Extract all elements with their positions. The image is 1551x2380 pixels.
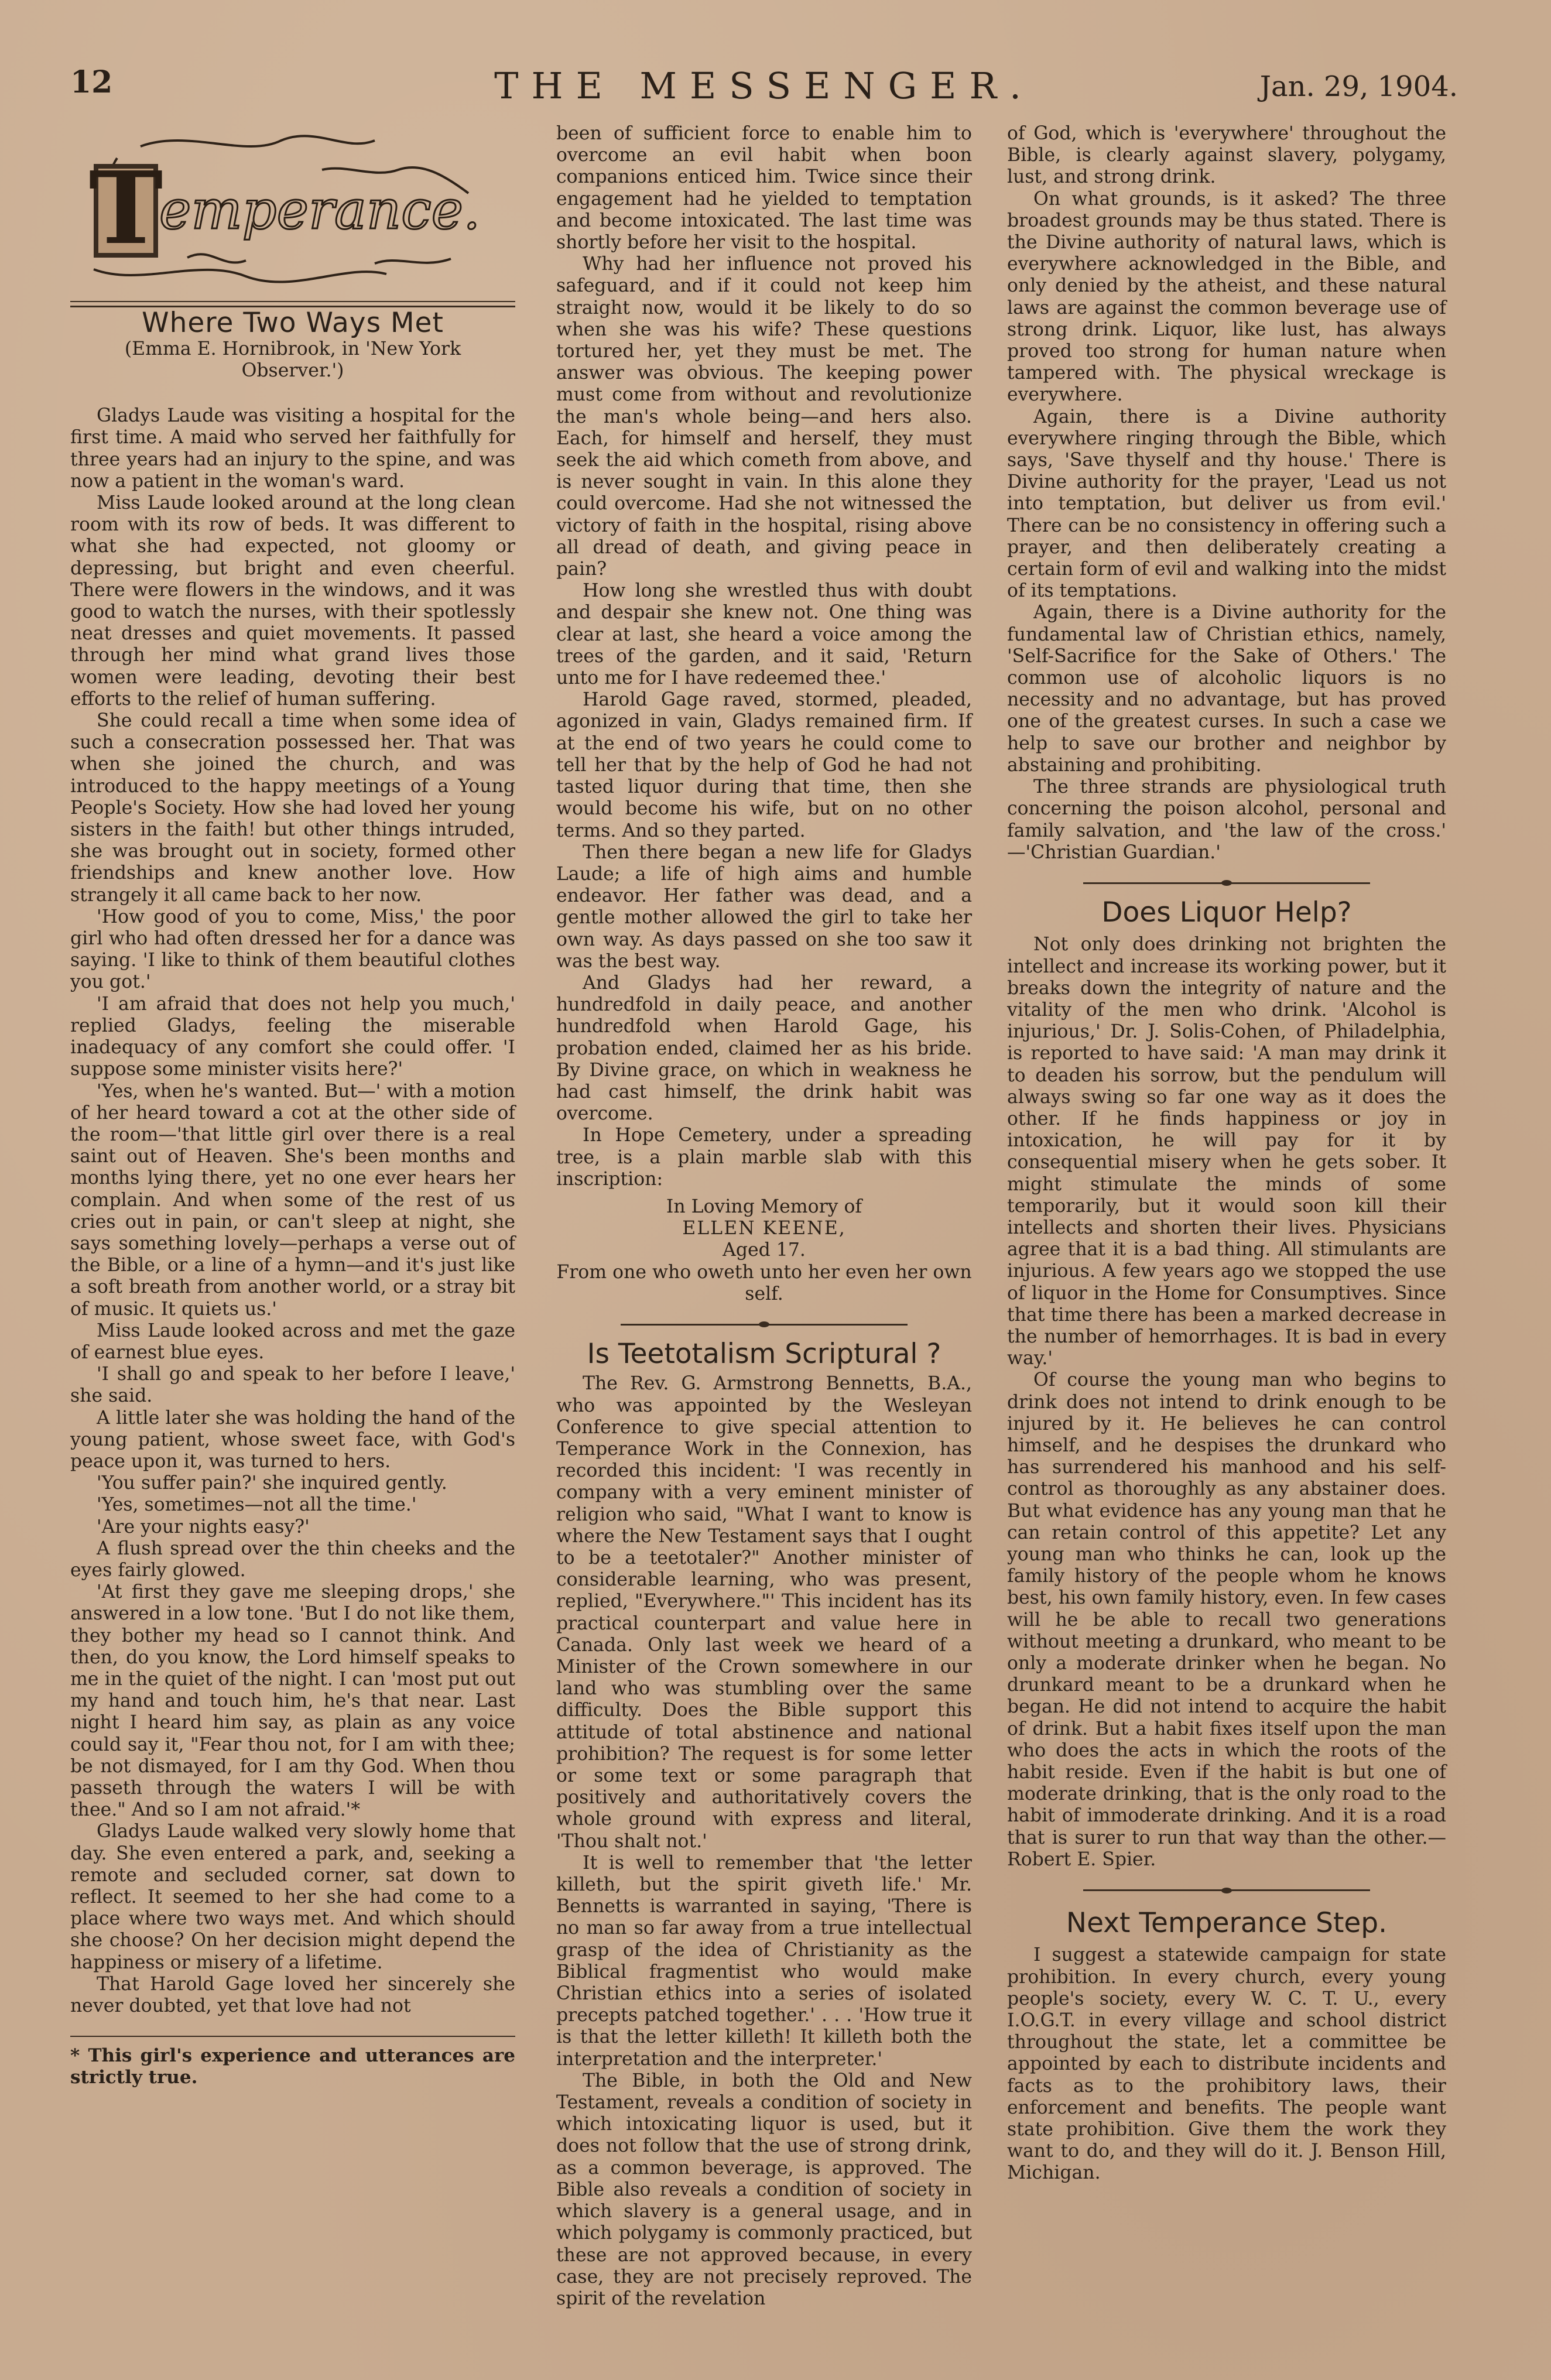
- section-divider: [1007, 1879, 1446, 1900]
- paragraph: On what grounds, is it asked? The three broadest grounds may be thus stated. There is the Divine authority of natural laws, which is everywhere acknowledged in the Bible, and only denied by the atheist, and these natural laws are against the common beverage use of strong drink. Liquor, like lust, has always proved too strong for human nature when tampered with. The physical wreckage is everywhere.: [1007, 188, 1446, 406]
- paragraph: 'At first they gave me sleeping drops,' she answered in a low tone. 'But I do not like them, they bother my head so I cannot think. And then, do you know, the Lord himself speaks to me in the quiet of the night. I can 'most put out my hand and touch him, he's that near. Last night I heard him say, as plain as any voice could say it, "Fear thou not, for I am with thee; be not dismayed, for I am thy God. When thou passeth through the waters I will be with thee." And so I am not afraid.'*: [70, 1581, 515, 1821]
- paragraph: Again, there is a Divine authority for the fundamental law of Christian ethics, namely, 'Self-Sacrifice for the Sake of Others.' The common use of alcoholic liquors is no necessity and no advantage, but has proved one of the greatest curses. In such a case we help to save our brother and neighbor by abstaining and prohibiting.: [1007, 602, 1446, 776]
- svg-text:T: T: [88, 150, 163, 267]
- paragraph: I suggest a statewide campaign for state prohibition. In every church, every young people's society, every W. C. T. U., every I.O.G.T. in every village and school district throughout the state, let a committee be appointed by each to distribute incidents and facts as to the prohibitory laws, their enforcement and benefits. The people want state prohibition. Give them the work they want to do, and they will do it. J. Benson Hill, Michigan.: [1007, 1944, 1446, 2184]
- paragraph: A little later she was holding the hand of the young patient, whose sweet face, with God's peace upon it, was turned to hers.: [70, 1407, 515, 1472]
- article-byline: (Emma E. Hornibrook, in 'New York Observer.'): [124, 338, 461, 382]
- paragraph: been of sufficient force to enable him to overcome an evil habit when boon companions enticed him. Twice since their engagement had he yielded to temptation and become intoxicated. The last time was shortly before her visit to the hospital.: [556, 123, 972, 254]
- paragraph: 'Yes, sometimes—not all the time.': [97, 1494, 417, 1516]
- section-divider: [1007, 872, 1446, 893]
- epitaph-line: Aged 17.: [723, 1239, 806, 1261]
- masthead-title: THE MESSENGER.: [494, 64, 1034, 107]
- column-1: [70, 123, 515, 2088]
- column-3: [1007, 123, 1446, 2184]
- footnote: * This girl's experience and utterances are strictly true.: [70, 2036, 515, 2088]
- paragraph: Why had her influence not proved his safeguard, and if it could not keep him straight now, would it be likely to do so when she was his wife? These questions tortured her, yet they must be met. The answer was obvious. The keeping power must come from without and revolutionize the man's whole being—and hers also. Each, for himself and herself, they must seek the aid which cometh from above, and is never sought in vain. In this alone they could overcome. Had she not witnessed the victory of faith in the hospital, rising above all dread of death, and giving peace in pain?: [556, 254, 972, 580]
- epitaph-line: ELLEN KEENE,: [682, 1218, 846, 1239]
- paragraph: The three strands are physiological truth concerning the poison alcohol, personal and family salvation, and 'the law of the cross.' —'Christian Guardian.': [1007, 776, 1446, 863]
- paragraph: Miss Laude looked across and met the gaze of earnest blue eyes.: [70, 1320, 515, 1363]
- temperance-banner: [70, 123, 515, 307]
- issue-date: Jan. 29, 1904.: [1259, 70, 1458, 103]
- paragraph: 'How good of you to come, Miss,' the poor girl who had often dressed her for a dance was saying. 'I like to think of them beautiful clothes you got.': [70, 906, 515, 993]
- epitaph-line: From one who oweth unto her even her own self.: [556, 1261, 972, 1304]
- svg-text:emperance.: emperance.: [159, 179, 481, 241]
- paragraph: 'Are your nights easy?': [97, 1516, 310, 1537]
- paragraph: In Hope Cemetery, under a spreading tree, is a plain marble slab with this inscription:: [556, 1125, 972, 1190]
- epitaph-line: In Loving Memory of: [666, 1196, 862, 1217]
- section-divider: [556, 1313, 972, 1335]
- paragraph: 'I am afraid that does not help you much,' replied Gladys, feeling the miserable inadequacy of any comfort she could offer. 'I suppose some minister visits here?': [70, 993, 515, 1080]
- paragraph: Then there began a new life for Gladys Laude; a life of high aims and humble endeavor. Her father was dead, and a gentle mother allowed the girl to take her own way. As days passed on she too saw it was the best way.: [556, 841, 972, 972]
- article-title-where-two-ways-met: Where Two Ways Met: [142, 307, 444, 339]
- paragraph: Gladys Laude was visiting a hospital for the first time. A maid who served her faithfully for three years had an injury to the spine, and was now a patient in the woman's ward.: [70, 405, 515, 492]
- paragraph: 'I shall go and speak to her before I leave,' she said.: [70, 1364, 515, 1407]
- paragraph: How long she wrestled thus with doubt and despair she knew not. One thing was clear at last, she heard a voice among the trees of the garden, and it said, 'Return unto me for I have redeemed thee.': [556, 580, 972, 689]
- page-header: [70, 64, 1458, 117]
- paragraph: Again, there is a Divine authority everywhere ringing through the Bible, which says, 'Save thyself and thy house.' There is Divine authority for the prayer, 'Lead us not into temptation, but deliver us from evil.' There can be no consistency in offering such a prayer, and then deliberately creating a certain form of evil and walking into the midst of its temptations.: [1007, 406, 1446, 602]
- paragraph: 'You suffer pain?' she inquired gently.: [97, 1472, 447, 1494]
- paragraph: Gladys Laude walked very slowly home that day. She even entered a park, and, seeking a remote and secluded corner, sat down to reflect. It seemed to her she had come to a place where two ways met. And which should she choose? On her decision might depend the happiness or misery of a lifetime.: [70, 1821, 515, 1973]
- paragraph: And Gladys had her reward, a hundredfold in daily peace, and another hundredfold when Harold Gage, his probation ended, claimed her as his bride. By Divine grace, on which in weakness he had cast himself, the drink habit was overcome.: [556, 972, 972, 1125]
- paragraph: Not only does drinking not brighten the intellect and increase its working power, but it breaks down the integrity of nature and the vitality of the men who drink. 'Alcohol is injurious,' Dr. J. Solis-Cohen, of Philadelphia, is reported to have said: 'A man may drink it to deaden his sorrow, but the pendulum will always swing so far one way as it does the other. If he finds happiness or joy in intoxication, he will pay for it by consequential misery when he gets sober. It might stimulate the minds of some temporarily, but it would soon kill their intellects and shorten their lives. Physicians agree that it is a bad thing. All stimulants are injurious. A few years ago we stopped the use of liquor in the Home for Consumptives. Since that time there has been a marked decrease in the number of hemorrhages. It is bad in every way.': [1007, 934, 1446, 1369]
- article-title-does-liquor-help: Does Liquor Help?: [1101, 896, 1352, 929]
- paragraph: Miss Laude looked around at the long clean room with its row of beds. It was different to what she had expected, not gloomy or depressing, but bright and even cheerful. There were flowers in the windows, and it was good to watch the nurses, with their spotlessly neat dresses and quiet movements. It passed through her mind what grand lives those women were leading, devoting their best efforts to the relief of human suffering.: [70, 492, 515, 710]
- paragraph: The Bible, in both the Old and New Testament, reveals a condition of society in which intoxicating liquor is used, but it does not follow that the use of strong drink, as a common beverage, is approved. The Bible also reveals a condition of society in which slavery is a general usage, and in which polygamy is commonly practiced, but these are not approved because, in every case, they are not precisely reproved. The spirit of the revelation: [556, 2070, 972, 2309]
- paragraph: 'Yes, when he's wanted. But—' with a motion of her heard toward a cot at the other side of the room—'that little girl over there is a real saint out of Heaven. She's been months and months lying there, yet no one ever hears her complain. And when some of the rest of us cries out in pain, or can't sleep at night, she says something lovely—perhaps a verse out of the Bible, or a line of a hymn—and it's just like a soft breath from another world, or a stray bit of music. It quiets us.': [70, 1080, 515, 1320]
- temperance-banner-illustration: [70, 123, 515, 299]
- article-title-teetotalism: Is Teetotalism Scriptural ?: [587, 1338, 941, 1371]
- paragraph: It is well to remember that 'the letter killeth, but the spirit giveth life.' Mr. Bennetts is warranted in saying, 'There is no man so far away from a true intellectual grasp of the idea of Christianity as the Biblical fragmentist who would make Christian ethics into a series of isolated precepts patched together.' . . . 'How true it is that the letter killeth! It killeth both the interpretation and the interpreter.': [556, 1852, 972, 2070]
- paragraph: Of course the young man who begins to drink does not intend to drink enough to be injured by it. He believes he can control himself, and he despises the drunkard who has surrendered his manhood and his self-control as thoroughly as any abstainer does. But what evidence has any young man that he can retain control of this appetite? Let any young man who thinks he can, look up the family history of the people whom he knows best, his own family history, even. In few cases will he be able to recall two generations without meeting a drunkard, who meant to be only a moderate drinker when he began. No drunkard meant to be a drunkard when he began. He did not intend to acquire the habit of drink. But a habit fixes itself upon the man who does the acts in which the roots of the habit reside. Even if the habit is but one of moderate drinking, that is the only road to the habit of immoderate drinking. And it is a road that is surer to run that way than the other.—Robert E. Spier.: [1007, 1369, 1446, 1870]
- paragraph: She could recall a time when some idea of such a consecration possessed her. That was when she joined the church, and was introduced to the happy meetings of a Young People's Society. How she had loved her young sisters in the faith! but other things intruded, she was brought out in society, formed other friendships and knew another love. How strangely it all came back to her now.: [70, 710, 515, 906]
- paragraph: The Rev. G. Armstrong Bennetts, B.A., who was appointed by the Wesleyan Conference to give special attention to Temperance Work in the Connexion, has recorded this incident: 'I was recently in company with a very eminent minister of religion who said, "What I want to know is where the New Testament says that I ought to be a teetotaler?" Another minister of considerable learning, who was present, replied, "Everywhere."' This incident has its practical counterpart and value here in Canada. Only last week we heard of a Minister of the Crown somewhere in our land who was stumbling over the same difficulty. Does the Bible support this attitude of total abstinence and national prohibition? The request is for some letter or some text or some paragraph that positively and authoritatively covers the whole ground with express and literal, 'Thou shalt not.': [556, 1373, 972, 1852]
- paragraph: Harold Gage raved, stormed, pleaded, agonized in vain, Gladys remained firm. If at the end of two years he could come to tell her that by the help of God he had not tasted liquor during that time, then she would become his wife, but on no other terms. And so they parted.: [556, 689, 972, 841]
- epitaph: [556, 1196, 972, 1305]
- paragraph: That Harold Gage loved her sincerely she never doubted, yet that love had not: [70, 1973, 515, 2017]
- column-2: [556, 123, 972, 2310]
- page-number: 12: [70, 64, 113, 100]
- paragraph: A flush spread over the thin cheeks and the eyes fairly glowed.: [70, 1537, 515, 1581]
- banner-rule: [70, 301, 515, 302]
- article-title-next-temperance-step: Next Temperance Step.: [1066, 1907, 1388, 1940]
- paragraph: of God, which is 'everywhere' throughout the Bible, is clearly against slavery, polygamy, lust, and strong drink.: [1007, 123, 1446, 188]
